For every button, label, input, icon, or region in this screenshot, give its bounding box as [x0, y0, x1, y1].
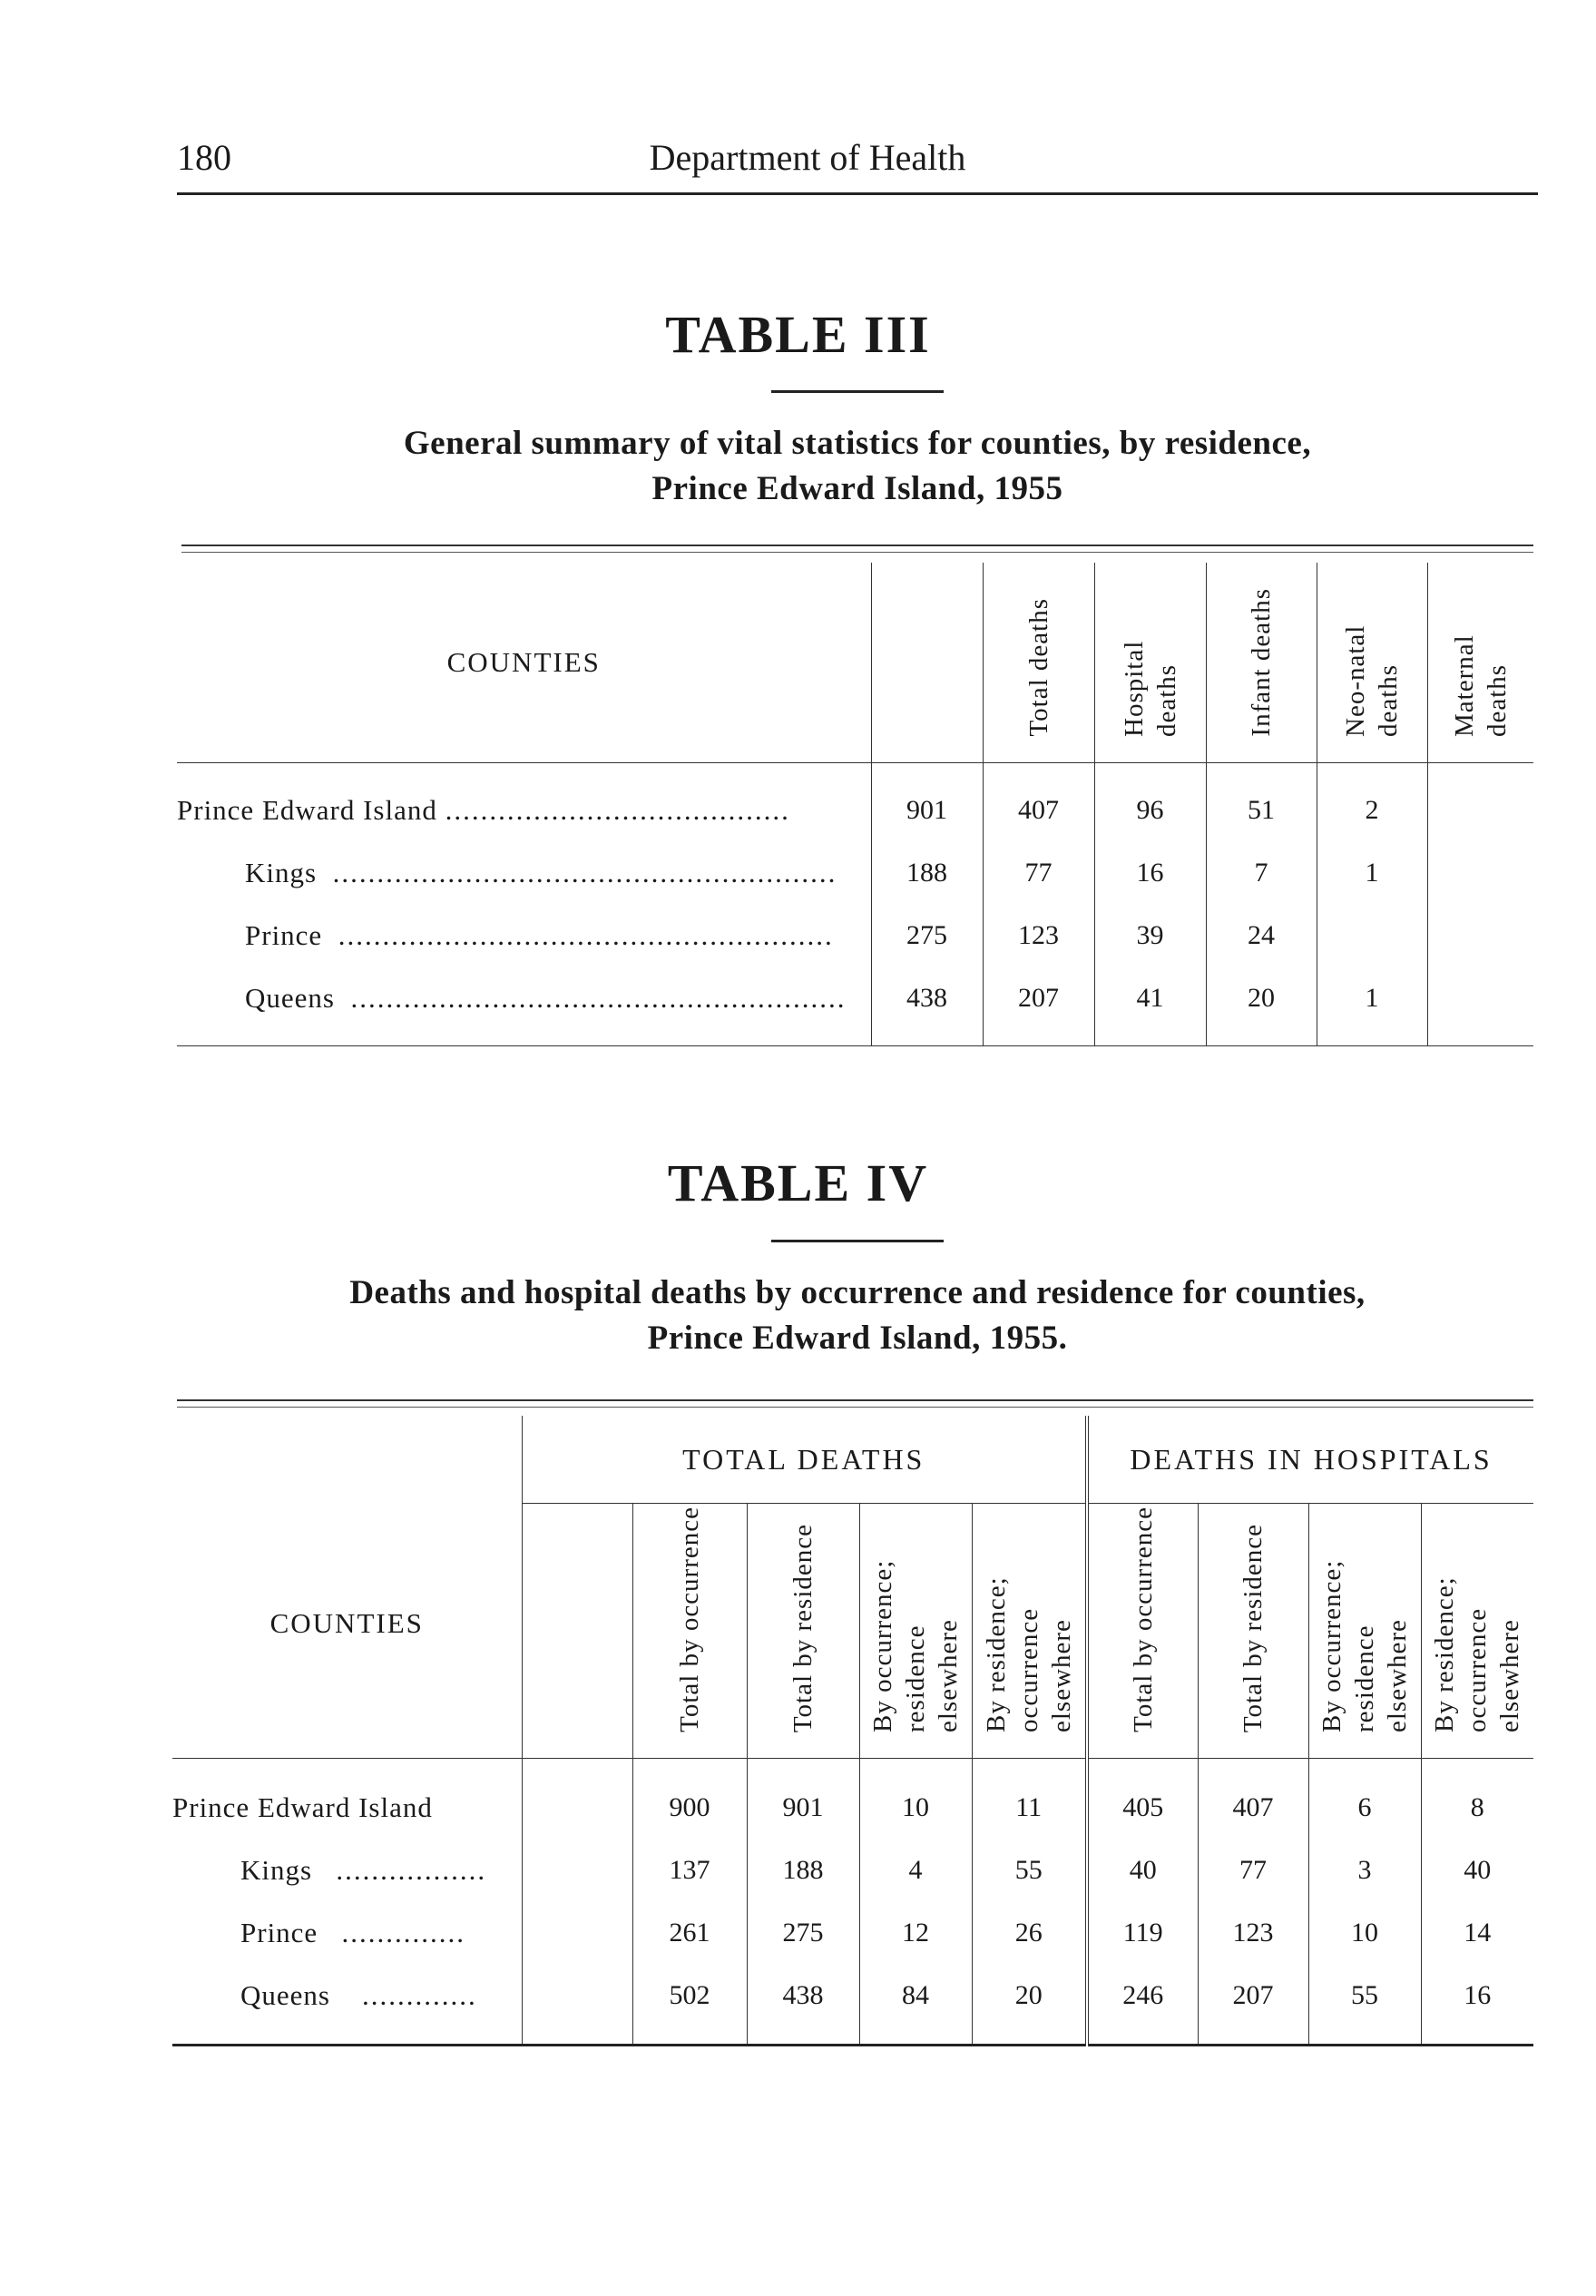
table4-value: 10 — [1308, 1902, 1421, 1965]
table3-title: TABLE III — [665, 305, 931, 364]
table3-col-header — [1317, 563, 1427, 763]
table3-caption-line2: Prince Edward Island, 1955 — [651, 470, 1063, 507]
table3-county-name: Prince Edward Island — [177, 794, 437, 826]
page-number: 180 — [177, 137, 231, 178]
table3 — [177, 563, 1533, 1046]
table4-blank-cell — [522, 1777, 632, 1840]
table4-value: 55 — [1308, 1965, 1421, 2027]
table3-blank-header — [871, 563, 983, 763]
table4-value: 123 — [1198, 1902, 1308, 1965]
table4-value: 20 — [972, 1965, 1087, 2027]
table4-county-cell — [172, 1777, 522, 1840]
table4-value: 207 — [1198, 1965, 1308, 2027]
table3-counties-header: COUNTIES — [177, 563, 871, 763]
table4-value: 11 — [972, 1777, 1087, 1840]
table3-col-header — [983, 563, 1094, 763]
table3-value: 96 — [1094, 780, 1206, 842]
table4-value: 137 — [632, 1840, 747, 1902]
leader-dots: ....................................... — [445, 794, 790, 826]
table3-value: 51 — [1206, 780, 1317, 842]
table4-top-rule-2 — [177, 1407, 1533, 1408]
table3-col-label: Neo-natal deaths — [1341, 624, 1403, 737]
table4-caption-line1: Deaths and hospital deaths by occurrence and residence for counties, — [349, 1274, 1366, 1311]
table3-value: 207 — [983, 967, 1094, 1030]
table3-value: 901 — [871, 780, 983, 842]
table3-row — [177, 842, 1533, 905]
table4-col-header — [1087, 1504, 1198, 1759]
table4-row — [172, 1965, 1533, 2027]
table3-col-header — [1206, 563, 1317, 763]
table4-col-header — [747, 1504, 859, 1759]
leader-dots: ........................................................ — [350, 982, 847, 1014]
table3-value: 188 — [871, 842, 983, 905]
table4-county-cell — [172, 1965, 522, 2027]
table4-value: 3 — [1308, 1840, 1421, 1902]
table3-value: 407 — [983, 780, 1094, 842]
table4-county-cell — [172, 1902, 522, 1965]
table3-county-name: Queens — [245, 982, 335, 1014]
table3-value: 24 — [1206, 905, 1317, 967]
table4-col-label: By occurrence; residence elsewhere — [868, 1559, 963, 1732]
table4-value: 502 — [632, 1965, 747, 2027]
table4-value: 40 — [1464, 1855, 1492, 1885]
table4-col-label: Total by occurrence — [675, 1506, 704, 1732]
table4-value: 405 — [1087, 1777, 1198, 1840]
table4-value: 55 — [972, 1840, 1087, 1902]
table4-col-label: Total by occurrence — [1128, 1506, 1158, 1732]
table3-value: 2 — [1317, 780, 1427, 842]
table3-top-rule — [181, 545, 1533, 546]
table3-value: 1 — [1317, 967, 1427, 1030]
table4-col-label: Total by residence — [788, 1523, 818, 1732]
leader-dots: ........................................................ — [338, 919, 834, 951]
table4-value: 4 — [859, 1840, 972, 1902]
table4-caption-line2: Prince Edward Island, 1955. — [647, 1320, 1068, 1357]
leader-dots: ......................................................... — [332, 857, 837, 888]
table4-value: 10 — [859, 1777, 972, 1840]
table4 — [172, 1416, 1533, 2046]
table4-counties-header — [172, 1416, 522, 1759]
table3-county-name: Kings — [245, 857, 318, 888]
table4-blank-cell — [522, 1902, 632, 1965]
table4-group-total-deaths: TOTAL DEATHS — [522, 1416, 1087, 1504]
header-rule — [177, 192, 1538, 195]
table4-value: 16 — [1464, 1980, 1492, 2010]
table3-row — [177, 905, 1533, 967]
table3-value-empty — [1427, 905, 1533, 967]
table4-value: 900 — [632, 1777, 747, 1840]
table3-row — [177, 967, 1533, 1030]
table4-value: 8 — [1470, 1792, 1484, 1822]
table3-value: 275 — [871, 905, 983, 967]
table4-county-name: Prince — [240, 1917, 318, 1948]
table3-col-label: Infant deaths — [1247, 588, 1276, 737]
table3-col-label: Maternal deaths — [1449, 634, 1512, 737]
table4-value: 188 — [747, 1840, 859, 1902]
table4-value: 12 — [859, 1902, 972, 1965]
table3-value: 39 — [1094, 905, 1206, 967]
table4-caption — [181, 1271, 1533, 1361]
table3-value — [1317, 905, 1427, 967]
table4-value: 40 — [1087, 1840, 1198, 1902]
table4-blank-cell — [522, 1840, 632, 1902]
table3-col-header — [1427, 563, 1533, 763]
table4-value: 84 — [859, 1965, 972, 2027]
table3-value-empty — [1427, 780, 1533, 842]
table4-row — [172, 1777, 1533, 1840]
table3-value: 123 — [983, 905, 1094, 967]
table3-header-row — [177, 563, 1533, 763]
table3-row — [177, 780, 1533, 842]
table4-value: 6 — [1308, 1777, 1421, 1840]
table3-value: 20 — [1206, 967, 1317, 1030]
table3-col-header — [1094, 563, 1206, 763]
running-head: Department of Health — [649, 137, 966, 178]
table4-value: 246 — [1087, 1965, 1198, 2027]
table3-caption-line1: General summary of vital statistics for counties, by residence, — [403, 425, 1312, 462]
table4-col-label: Total by residence — [1239, 1523, 1268, 1732]
table4-value: 119 — [1087, 1902, 1198, 1965]
table4-col-header — [1308, 1504, 1421, 1759]
table3-value: 77 — [983, 842, 1094, 905]
table4-col-header — [859, 1504, 972, 1759]
table4-col-label: By occurrence; residence elsewhere — [1317, 1559, 1412, 1732]
table3-county-cell — [177, 905, 871, 967]
table4-col-label: By residence; occurrence elsewhere — [1430, 1576, 1525, 1732]
table3-county-cell — [177, 967, 871, 1030]
table3-value: 7 — [1206, 842, 1317, 905]
table4-value: 901 — [747, 1777, 859, 1840]
table3-title-rule — [771, 390, 944, 393]
table4-col-header — [1198, 1504, 1308, 1759]
table4-col-label: By residence; occurrence elsewhere — [981, 1576, 1076, 1732]
table4-county-name: Queens — [240, 1979, 330, 2011]
table4-title-rule — [771, 1240, 944, 1242]
table4-value: 275 — [747, 1902, 859, 1965]
leader-dots: .............. — [341, 1917, 465, 1948]
table3-value-empty — [1427, 842, 1533, 905]
table3-value-empty — [1427, 967, 1533, 1030]
table4-group-hospital-deaths: DEATHS IN HOSPITALS — [1087, 1416, 1533, 1504]
table3-value: 16 — [1094, 842, 1206, 905]
table4-blank-cell — [522, 1965, 632, 2027]
page-header — [177, 136, 1538, 191]
table4-county-name: Kings — [240, 1854, 313, 1886]
leader-dots: ............. — [361, 1979, 477, 2011]
table4-value: 261 — [632, 1902, 747, 1965]
table4-value: 14 — [1464, 1918, 1492, 1948]
table3-col-label: Hospital deaths — [1119, 640, 1181, 737]
table4-counties-label: COUNTIES — [269, 1606, 424, 1639]
table4-value: 77 — [1198, 1840, 1308, 1902]
table4-blank-header — [522, 1504, 632, 1759]
table4-group-row — [172, 1416, 1533, 1504]
table4-title: TABLE IV — [667, 1153, 929, 1212]
table3-value: 41 — [1094, 967, 1206, 1030]
table3-col-label: Total deaths — [1023, 598, 1053, 737]
table4-col-header — [1421, 1504, 1533, 1759]
table3-value: 438 — [871, 967, 983, 1030]
table3-caption — [181, 421, 1533, 512]
table4-top-rule — [177, 1399, 1533, 1401]
table4-row — [172, 1902, 1533, 1965]
table4-county-name: Prince Edward Island — [172, 1791, 433, 1823]
table3-top-rule-2 — [181, 552, 1533, 553]
table3-county-cell — [177, 780, 871, 842]
leader-dots: ................. — [336, 1854, 487, 1886]
table4-col-header — [632, 1504, 747, 1759]
table4-value: 438 — [747, 1965, 859, 2027]
table3-county-name: Prince — [245, 919, 323, 951]
table4-value: 407 — [1198, 1777, 1308, 1840]
table4-col-header — [972, 1504, 1087, 1759]
table3-county-cell — [177, 842, 871, 905]
table3-value: 1 — [1317, 842, 1427, 905]
table4-county-cell — [172, 1840, 522, 1902]
table4-value: 26 — [972, 1902, 1087, 1965]
table4-row — [172, 1840, 1533, 1902]
